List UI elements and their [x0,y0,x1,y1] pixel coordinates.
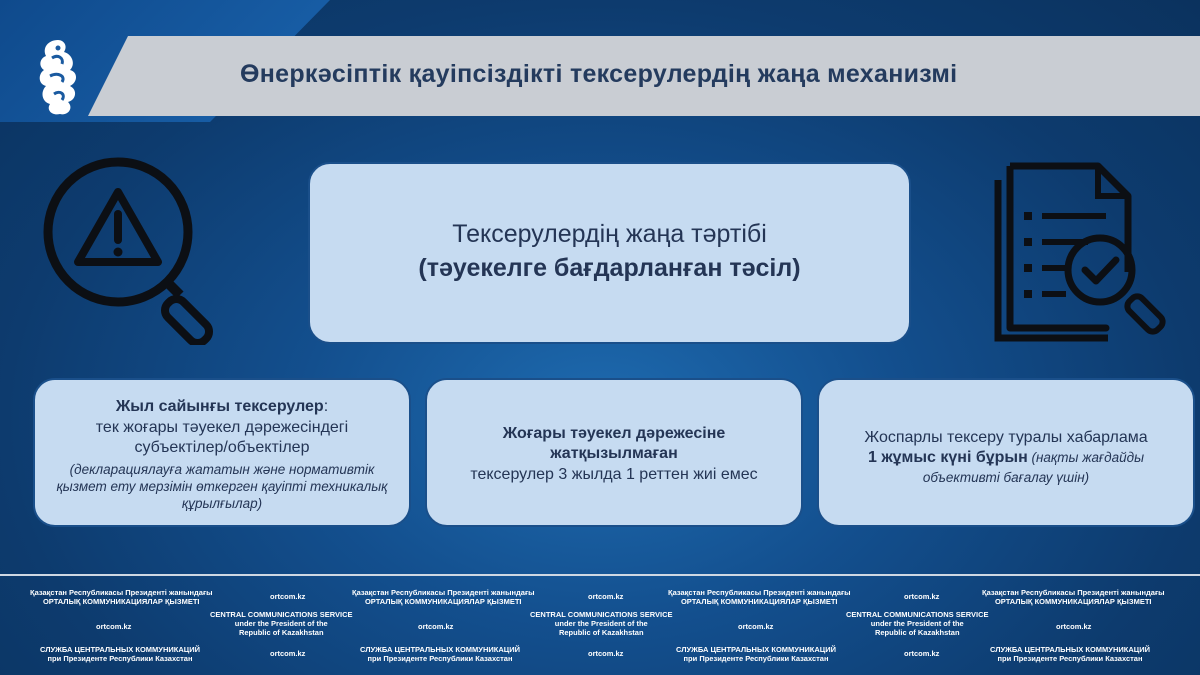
box1-note-1: (декларациялауға жататын және нормативтік [69,462,375,477]
footer-ru-1: СЛУЖБА ЦЕНТРАЛЬНЫХ КОММУНИКАЦИЙ при Президенте Республики Казахстан [40,645,201,663]
page-title: Өнеркәсіптік қауіпсіздікті тексерулердің жаңа механизмі [240,60,958,88]
footer-ru-2: СЛУЖБА ЦЕНТРАЛЬНЫХ КОММУНИКАЦИЙ при Президенте Республики Казахстан [360,645,521,663]
box1-note-2: қызмет ету мерзімін өткерген қауіпті техникалық [56,479,388,494]
footer-ru-3: СЛУЖБА ЦЕНТРАЛЬНЫХ КОММУНИКАЦИЙ при Президенте Республики Казахстан [676,645,837,663]
box3-bold: 1 жұмыс күні бұрын [867,449,1028,466]
center-line-1: Тексерулердің жаңа тәртібі [452,220,767,248]
footer-site-3: ortcom.kz [904,592,940,601]
footer-kz-2: Қазақстан Республикасы Президенті жанындағы ОРТАЛЫҚ КОММУНИКАЦИЯЛАР ҚЫЗМЕТІ [352,588,535,606]
notification-box [817,378,1195,527]
box1-note-3: құрылғылар) [181,496,263,511]
box1-heading: Жыл сайынғы тексерулер [115,398,324,415]
footer-site-9: ortcom.kz [588,649,624,658]
footer-watermark [0,578,1200,675]
footer-site-5: ortcom.kz [418,622,454,631]
footer-en-1: CENTRAL COMMUNICATIONS SERVICE under the President of the Republic of Kazakhstan [210,610,353,637]
box1-line-2: тек жоғары тәуекел дәрежесіндегі [95,419,349,436]
footer-site-8: ortcom.kz [270,649,306,658]
central-info-box [308,162,911,344]
footer-site-7: ortcom.kz [1056,622,1092,631]
footer-kz-4: Қазақстан Республикасы Президенті жанындағы ОРТАЛЫҚ КОММУНИКАЦИЯЛАР ҚЫЗМЕТІ [982,588,1165,606]
snow-leopard-logo-icon [28,36,84,118]
box3-italic-1: (нақты жағдайды [1027,450,1145,465]
footer-site-1: ortcom.kz [270,592,306,601]
footer-divider [0,574,1200,576]
footer-site-2: ortcom.kz [588,592,624,601]
box1-colon: : [323,398,329,415]
box2-line-2: жатқызылмаған [550,445,678,462]
warning-magnifier-icon [28,150,233,345]
box2-line-3: тексерулер 3 жылда 1 реттен жиі емес [470,466,758,483]
footer-site-4: ortcom.kz [96,622,132,631]
footer-en-2: CENTRAL COMMUNICATIONS SERVICE under the President of the Republic of Kazakhstan [530,610,673,637]
box1-heading-line [35,397,409,417]
box1-line-3: субъектілер/объектілер [134,439,310,456]
footer-site-6: ortcom.kz [738,622,774,631]
non-high-risk-box [425,378,803,527]
annual-inspections-box [33,378,411,527]
footer-en-3: CENTRAL COMMUNICATIONS SERVICE under the President of the Republic of Kazakhstan [846,610,989,637]
box3-italic-2: объективті бағалау үшін) [922,470,1090,485]
center-line-2: (тәуекелге бағдарланған тәсіл) [418,254,801,282]
footer-kz-3: Қазақстан Республикасы Президенті жанындағы ОРТАЛЫҚ КОММУНИКАЦИЯЛАР ҚЫЗМЕТІ [668,588,851,606]
box2-line-1: Жоғары тәуекел дәрежесіне [502,425,726,442]
footer-ru-4: СЛУЖБА ЦЕНТРАЛЬНЫХ КОММУНИКАЦИЙ при Президенте Республики Казахстан [990,645,1151,663]
document-check-magnifier-icon [988,160,1173,345]
box3-line-2 [819,448,1193,468]
box3-line-1: Жоспарлы тексеру туралы хабарлама [864,429,1148,446]
footer-kz-1: Қазақстан Республикасы Президенті жанындағы ОРТАЛЫҚ КОММУНИКАЦИЯЛАР ҚЫЗМЕТІ [30,588,213,606]
footer-site-10: ortcom.kz [904,649,940,658]
